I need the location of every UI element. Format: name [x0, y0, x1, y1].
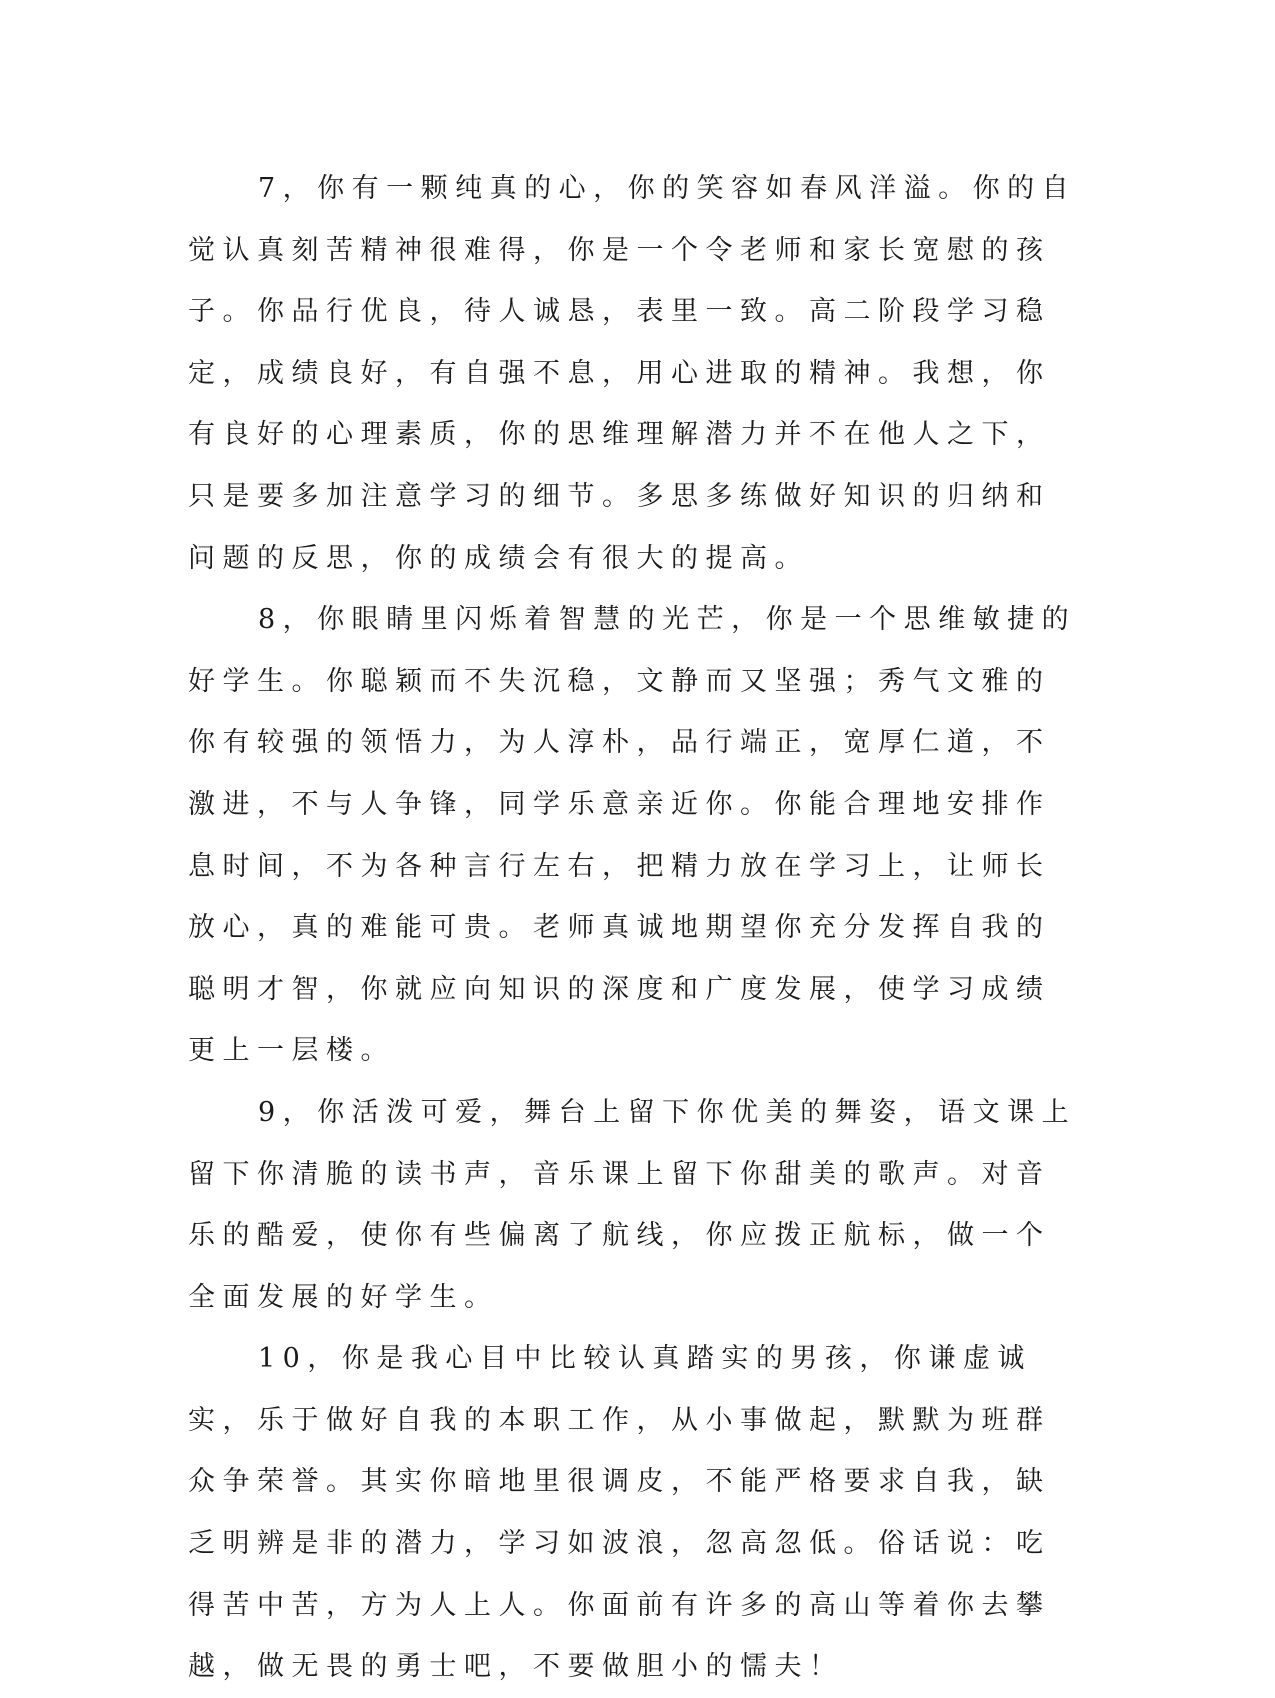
comment-paragraph-7: 7，你有一颗纯真的心，你的笑容如春风洋溢。你的自觉认真刻苦精神很难得，你是一个令老师和家长宽慰的孩子。你品行优良，待人诚恳，表里一致。高二阶段学习稳定，成绩良好，有自强不息，用心进取的精神。我想，你有良好的心理素质，你的思维理解潜力并不在他人之下，只是要多加注意学习的细节。多思多练做好知识的归纳和问题的反思，你的成绩会有很大的提高。	[188, 173, 1077, 574]
comment-paragraph-9: 9，你活泼可爱，舞台上留下你优美的舞姿，语文课上留下你清脆的读书声，音乐课上留下你甜美的歌声。对音乐的酷爱，使你有些偏离了航线，你应拨正航标，做一个全面发展的好学生。	[188, 1096, 1077, 1313]
document-body	[188, 158, 1078, 1698]
comment-paragraph-8: 8，你眼睛里闪烁着智慧的光芒，你是一个思维敏捷的好学生。你聪颖而不失沉稳，文静而又坚强；秀气文雅的你有较强的领悟力，为人淳朴，品行端正，宽厚仁道，不激进，不与人争锋，同学乐意亲近你。你能合理地安排作息时间，不为各种言行左右，把精力放在学习上，让师长放心，真的难能可贵。老师真诚地期望你充分发挥自我的聪明才智，你就应向知识的深度和广度发展，使学习成绩更上一层楼。	[188, 604, 1077, 1067]
comment-paragraph-10: 10，你是我心目中比较认真踏实的男孩，你谦虚诚实，乐于做好自我的本职工作，从小事做起，默默为班群众争荣誉。其实你暗地里很调皮，不能严格要求自我，缺乏明辨是非的潜力，学习如波浪，忽高忽低。俗话说：吃得苦中苦，方为人上人。你面前有许多的高山等着你去攀越，做无畏的勇士吧，不要做胆小的懦夫！	[188, 1343, 1051, 1683]
